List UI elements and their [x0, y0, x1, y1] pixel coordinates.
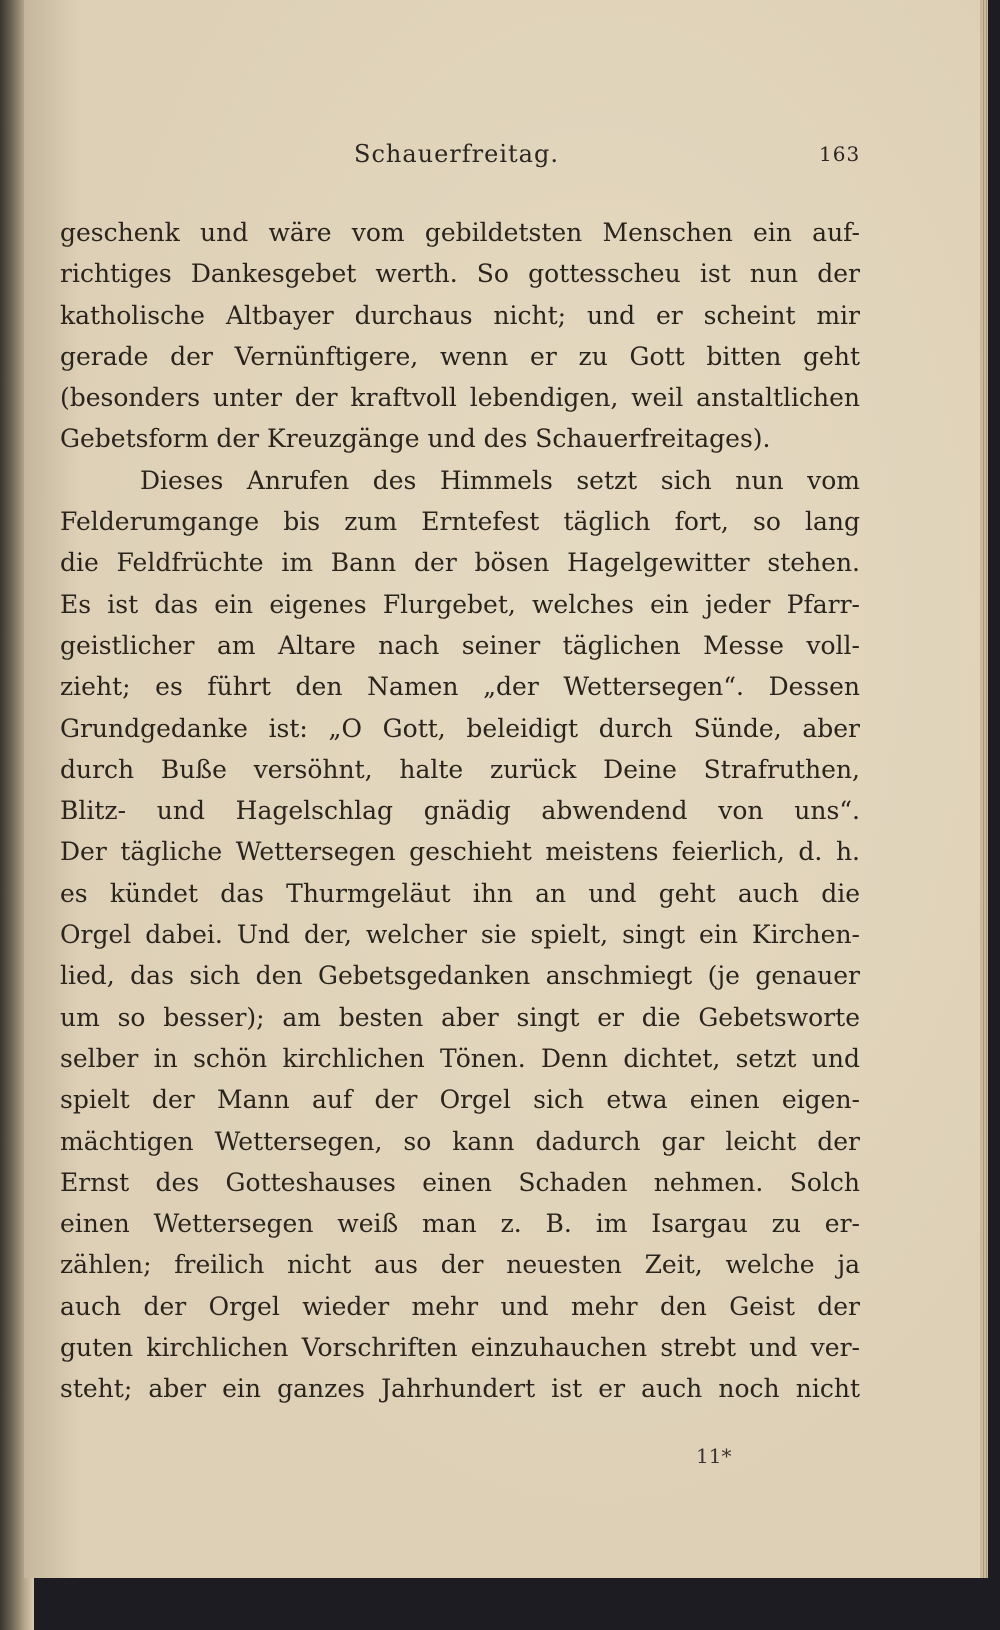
text-line: Grundgedanke ist: „O Gott, beleidigt durch Sünde, aber — [60, 713, 860, 743]
text-line: einen Wettersegen weiß man z. B. im Isargau zu er- — [60, 1209, 860, 1239]
text-line: gerade der Vernünftigere, wenn er zu Gott bitten geht — [60, 341, 860, 371]
text-line: die Feldfrüchte im Bann der bösen Hagelgewitter stehen. — [60, 548, 860, 578]
text-line: steht; aber ein ganzes Jahrhundert ist er auch noch nicht — [60, 1374, 860, 1404]
running-header — [24, 140, 980, 180]
text-line: (besonders unter der kraftvoll lebendigen, weil anstaltlichen — [60, 383, 860, 413]
running-title: Schauerfreitag. — [354, 140, 559, 168]
text-line: Dieses Anrufen des Himmels setzt sich nun vom — [140, 465, 860, 495]
text-line: geistlicher am Altare nach seiner täglichen Messe voll- — [60, 630, 860, 660]
text-line: geschenk und wäre vom gebildetsten Menschen ein auf- — [60, 218, 860, 247]
text-line: auch der Orgel wieder mehr und mehr den Geist der — [60, 1291, 860, 1321]
text-line: Orgel dabei. Und der, welcher sie spielt, singt ein Kirchen- — [60, 920, 860, 950]
text-line: Ernst des Gotteshauses einen Schaden nehmen. Solch — [60, 1167, 860, 1197]
text-line: zählen; freilich nicht aus der neuesten Zeit, welche ja — [60, 1250, 860, 1280]
text-line: selber in schön kirchlichen Tönen. Denn dichtet, setzt und — [60, 1043, 860, 1073]
text-line: Blitz- und Hagelschlag gnädig abwendend von uns“. — [60, 796, 860, 826]
text-line: richtiges Dankesgebet werth. So gottesscheu ist nun der — [60, 259, 860, 289]
text-line: Es ist das ein eigenes Flurgebet, welches ein jeder Pfarr- — [60, 589, 860, 619]
text-line: Felderumgange bis zum Erntefest täglich fort, so lang — [60, 507, 860, 537]
text-line: spielt der Mann auf der Orgel sich etwa einen eigen- — [60, 1085, 860, 1115]
text-line: katholische Altbayer durchaus nicht; und er scheint mir — [60, 300, 860, 330]
text-line: lied, das sich den Gebetsgedanken anschmiegt (je genauer — [60, 961, 860, 991]
text-line: durch Buße versöhnt, halte zurück Deine Strafruthen, — [60, 754, 860, 784]
page-number: 163 — [819, 142, 861, 166]
text-line: Gebetsform der Kreuzgänge und des Schauerfreitages). — [60, 424, 771, 454]
text-line: zieht; es führt den Namen „der Wettersegen“. Dessen — [60, 672, 860, 702]
book-page — [24, 0, 980, 1578]
text-line: es kündet das Thurmgeläut ihn an und geht auch die — [60, 878, 860, 908]
signature-mark: 11* — [696, 1444, 732, 1468]
body-text — [60, 212, 860, 1410]
text-line: um so besser); am besten aber singt er die Gebetsworte — [60, 1002, 860, 1032]
text-line: Der tägliche Wettersegen geschieht meistens feierlich, d. h. — [60, 837, 860, 867]
text-line: mächtigen Wettersegen, so kann dadurch gar leicht der — [60, 1126, 860, 1156]
text-line: guten kirchlichen Vorschriften einzuhauchen strebt und ver- — [60, 1333, 860, 1363]
